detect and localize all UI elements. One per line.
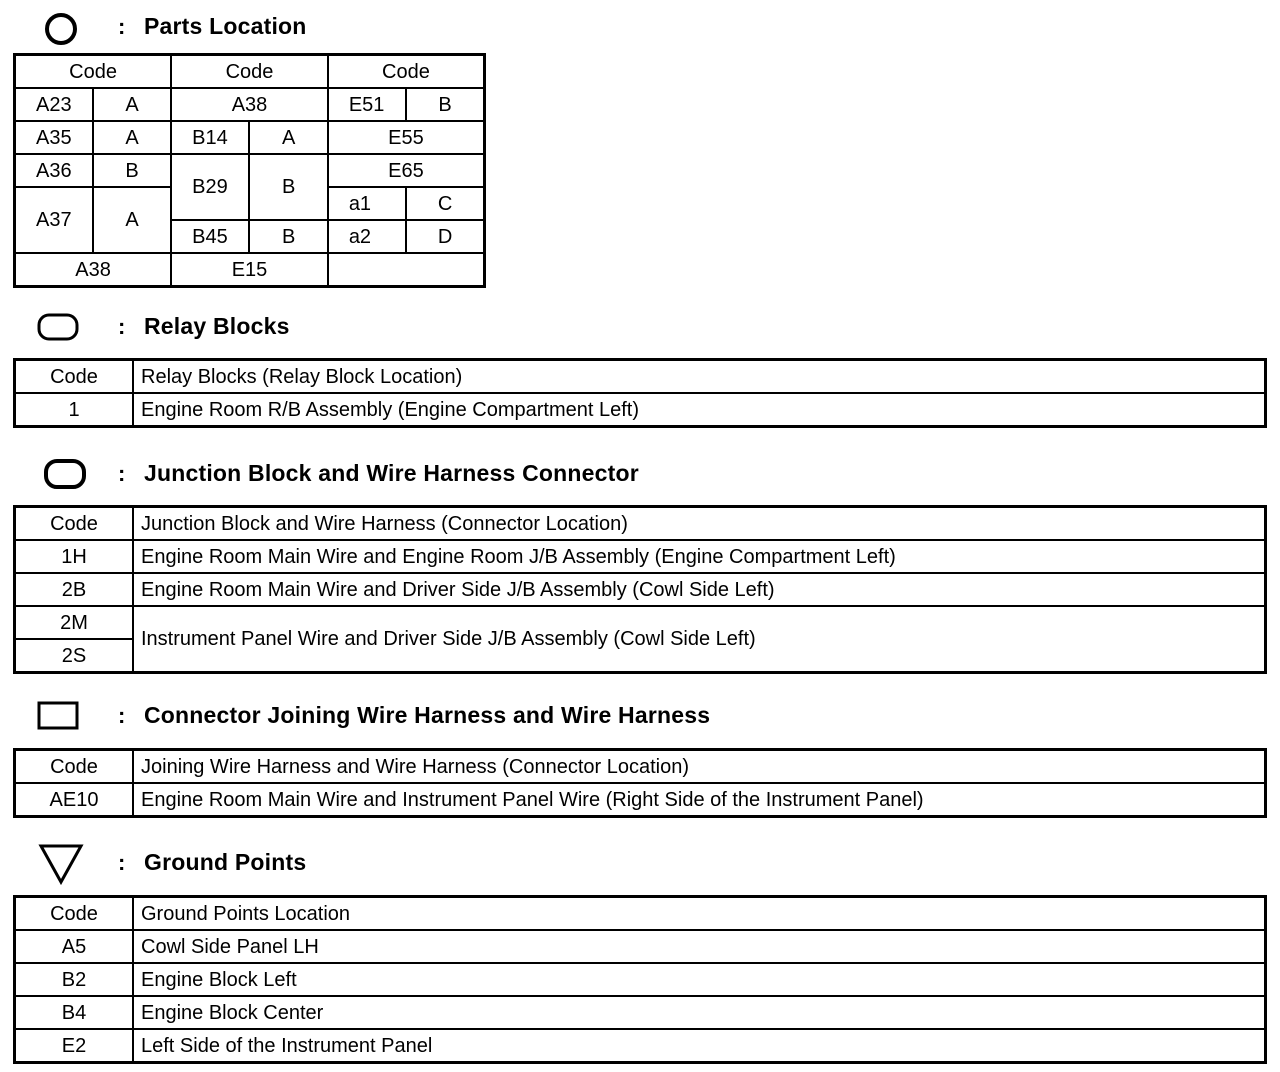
description-cell: Engine Room Main Wire and Instrument Panel Wire (Right Side of the Instrument Panel) (133, 783, 1266, 817)
code-cell: 1 (15, 393, 134, 427)
description-cell: Engine Block Center (133, 996, 1266, 1029)
parts-location-heading (0, 8, 1280, 48)
code-cell: 2B (15, 573, 134, 606)
table-cell: A (93, 121, 171, 154)
table-cell: D (406, 220, 484, 253)
table-cell: E15 (171, 253, 328, 287)
table-cell: C (406, 187, 484, 220)
table-cell: A23 (15, 88, 93, 121)
connector-joining-table (13, 748, 1267, 818)
header-code: Code (171, 55, 328, 89)
section-title: Ground Points (144, 849, 307, 875)
header-code: Code (15, 750, 134, 784)
rounded-rect-icon (36, 312, 80, 342)
colon: : (118, 14, 126, 39)
table-cell: A35 (15, 121, 93, 154)
code-cell: AE10 (15, 783, 134, 817)
description-cell: Left Side of the Instrument Panel (133, 1029, 1266, 1063)
table-cell: A (93, 88, 171, 121)
ground-points-table (13, 895, 1267, 1064)
table-cell: E65 (328, 154, 485, 187)
description-cell: Engine Room R/B Assembly (Engine Compartment Left) (133, 393, 1266, 427)
table-cell: B (406, 88, 484, 121)
code-cell: B2 (15, 963, 134, 996)
rectangle-icon (36, 700, 80, 732)
code-cell: B4 (15, 996, 134, 1029)
junction-block-table (13, 505, 1267, 674)
table-cell: B (93, 154, 171, 187)
header-code: Code (15, 507, 134, 541)
code-cell: 1H (15, 540, 134, 573)
circle-icon (44, 12, 78, 46)
header-code: Code (328, 55, 485, 89)
section-title: Junction Block and Wire Harness Connector (144, 460, 639, 486)
thick-rounded-rect-icon (42, 457, 88, 491)
table-cell: a2 (328, 220, 406, 253)
header-code: Code (15, 897, 134, 931)
colon: : (118, 850, 126, 875)
description-cell: Engine Room Main Wire and Driver Side J/B Assembly (Cowl Side Left) (133, 573, 1266, 606)
header-description: Relay Blocks (Relay Block Location) (133, 360, 1266, 394)
table-cell: A37 (15, 187, 93, 253)
section-title: Relay Blocks (144, 313, 290, 339)
table-cell: a1 (328, 187, 406, 220)
table-cell: B (249, 154, 327, 220)
description-cell: Cowl Side Panel LH (133, 930, 1266, 963)
colon: : (118, 461, 126, 486)
header-description: Ground Points Location (133, 897, 1266, 931)
table-cell: A (249, 121, 327, 154)
ground-points-heading (0, 840, 1280, 880)
connector-joining-heading (0, 696, 1280, 736)
table-cell: B14 (171, 121, 249, 154)
table-cell: B45 (171, 220, 249, 253)
code-cell: 2M (15, 606, 134, 639)
triangle-down-icon (38, 842, 86, 886)
header-description: Junction Block and Wire Harness (Connector Location) (133, 507, 1266, 541)
parts-location-table (13, 53, 486, 288)
section-title: Parts Location (144, 13, 307, 39)
table-cell: A (93, 187, 171, 253)
table-cell: B (249, 220, 327, 253)
table-cell: E51 (328, 88, 406, 121)
description-cell: Instrument Panel Wire and Driver Side J/B Assembly (Cowl Side Left) (133, 606, 1266, 673)
table-cell: A36 (15, 154, 93, 187)
relay-blocks-heading (0, 306, 1280, 346)
junction-block-heading (0, 453, 1280, 493)
section-title: Connector Joining Wire Harness and Wire Harness (144, 702, 711, 728)
table-cell: B29 (171, 154, 249, 220)
description-cell: Engine Block Left (133, 963, 1266, 996)
table-cell: A38 (171, 88, 328, 121)
code-cell: 2S (15, 639, 134, 673)
table-cell: A38 (15, 253, 172, 287)
code-cell: A5 (15, 930, 134, 963)
colon: : (118, 703, 126, 728)
table-cell (328, 253, 485, 287)
description-cell: Engine Room Main Wire and Engine Room J/B Assembly (Engine Compartment Left) (133, 540, 1266, 573)
code-cell: E2 (15, 1029, 134, 1063)
table-cell: E55 (328, 121, 485, 154)
colon: : (118, 314, 126, 339)
relay-blocks-table (13, 358, 1267, 428)
header-description: Joining Wire Harness and Wire Harness (Connector Location) (133, 750, 1266, 784)
header-code: Code (15, 55, 172, 89)
header-code: Code (15, 360, 134, 394)
